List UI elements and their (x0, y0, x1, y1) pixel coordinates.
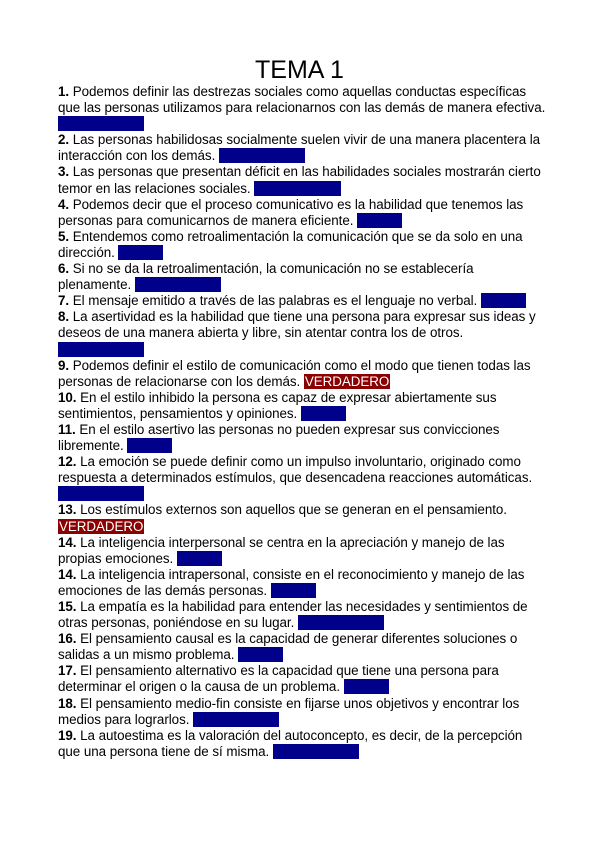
answer-revealed: VERDADERO (59, 518, 144, 534)
question-text: Los estímulos externos son aquellos que se generan en el pensamiento. (80, 502, 507, 518)
question-number: 19. (58, 727, 77, 743)
question-text: Entendemos como retroalimentación la comunicación que se da solo en una dirección. (58, 228, 523, 260)
question-number: 13. (58, 502, 77, 518)
question-number: 5. (58, 228, 70, 244)
question-text: El pensamiento alternativo es la capacidad que tiene una persona para determinar el origen o la causa de un problema. (58, 663, 499, 695)
answer-highlight: FALSO (344, 679, 388, 695)
question-item (58, 567, 548, 599)
question-number: 3. (58, 164, 70, 180)
page-title: TEMA 1 (255, 56, 344, 84)
answer-highlight: FALSO (239, 647, 283, 663)
question-text: El mensaje emitido a través de las palabras es el lenguaje no verbal. (72, 293, 478, 309)
answer-revealed: VERDADERO (304, 373, 390, 389)
question-item (58, 197, 548, 229)
answer-highlight: VERDADERO (59, 486, 144, 502)
question-text: Podemos definir las destrezas sociales como aquellas conductas específicas que las personas utilizamos para relacionarnos con las demás de manera efectiva. (58, 84, 546, 116)
question-number: 2. (58, 132, 70, 148)
question-item (58, 631, 548, 663)
question-text: Las personas que presentan déficit en las habilidades sociales mostrarán cierto temor en las relaciones sociales. (58, 164, 541, 196)
question-item (58, 390, 548, 422)
question-number: 14. (58, 566, 77, 582)
answer-highlight: FALSO (128, 438, 172, 454)
answer-highlight: VERDADERO (255, 180, 340, 196)
answer-highlight: VERDADERO (194, 711, 279, 727)
question-text: En el estilo inhibido la persona es capaz de expresar abiertamente sus sentimientos, pensamientos y opiniones. (58, 389, 497, 421)
question-text: El pensamiento medio-fin consiste en fijarse unos objetivos y encontrar los medios para lograrlos. (58, 695, 520, 727)
question-item (58, 358, 548, 390)
question-item (58, 293, 548, 309)
question-number: 7. (58, 293, 70, 309)
question-number: 11. (58, 421, 76, 437)
question-item (58, 696, 548, 728)
question-item (58, 535, 548, 567)
answer-highlight: FALSO (481, 293, 525, 309)
question-text: La asertividad es la habilidad que tiene una persona para expresar sus ideas y deseos de una manera abierta y libre, sin atentar contra los de otros. (58, 309, 536, 341)
question-item (58, 132, 548, 164)
question-number: 18. (58, 695, 77, 711)
answer-highlight: VERDADERO (298, 615, 384, 631)
question-number: 17. (58, 663, 77, 679)
question-item (58, 454, 548, 502)
question-text: Las personas habilidosas socialmente suelen vivir de una manera placentera la interacción con los demás. (58, 132, 541, 164)
question-text: La inteligencia interpersonal se centra en la apreciación y manejo de las propias emociones. (58, 534, 505, 566)
answer-highlight: VERDADERO (59, 116, 144, 132)
question-number: 4. (58, 196, 70, 212)
question-number: 9. (58, 357, 70, 373)
question-text: Si no se da la retroalimentación, la comunicación no se establecería plenamente. (58, 261, 474, 293)
question-number: 10. (58, 389, 77, 405)
question-text: El pensamiento causal es la capacidad de generar diferentes soluciones o salidas a un mismo problema. (58, 631, 518, 663)
question-item (58, 728, 548, 760)
answer-highlight: VERDADERO (273, 743, 359, 759)
answer-highlight: FALSO (271, 582, 315, 598)
question-number: 12. (58, 454, 77, 470)
question-item (58, 502, 548, 534)
question-item (58, 309, 548, 357)
question-text: En el estilo asertivo las personas no pueden expresar sus convicciones libremente. (58, 421, 500, 454)
answer-highlight: FALSO (301, 405, 345, 421)
question-item (58, 422, 548, 454)
answer-highlight: FALSO (119, 244, 163, 260)
question-number: 16. (58, 631, 77, 647)
answer-highlight: FALSO (358, 212, 401, 228)
question-number: 8. (58, 309, 70, 325)
question-item (58, 261, 548, 293)
question-list (58, 84, 548, 760)
question-item (58, 84, 548, 132)
question-item (58, 164, 548, 196)
answer-highlight: FALSO (177, 550, 221, 566)
question-text: Podemos definir el estilo de comunicación como el modo que tienen todas las personas de relacionarse con los demás. (58, 357, 531, 389)
question-text: Podemos decir que el proceso comunicativo es la habilidad que tenemos las personas para comunicarnos de manera eficiente. (58, 196, 524, 228)
question-number: 1. (58, 84, 70, 99)
answer-highlight: VERDADERO (59, 341, 144, 357)
question-number: 6. (58, 261, 70, 277)
question-item (58, 599, 548, 631)
question-text: La emoción se puede definir como un impulso involuntario, originado como respuesta a determinados estímulos, que desencadena reacciones automáticas. (58, 454, 533, 486)
question-text: La empatía es la habilidad para entender las necesidades y sentimientos de otras personas, poniéndose en su lugar. (58, 599, 528, 631)
question-item (58, 663, 548, 695)
answer-highlight: VERDADERO (135, 277, 221, 293)
question-number: 15. (58, 599, 77, 614)
question-text: La inteligencia intrapersonal, consiste en el reconocimiento y manejo de las emociones de las demás personas. (58, 566, 525, 598)
question-text: La autoestima es la valoración del autoconcepto, es decir, de la percepción que una persona tiene de sí misma. (58, 727, 523, 759)
answer-highlight: VERDADERO (219, 148, 305, 164)
question-item (58, 229, 548, 261)
question-number: 14. (58, 534, 77, 550)
